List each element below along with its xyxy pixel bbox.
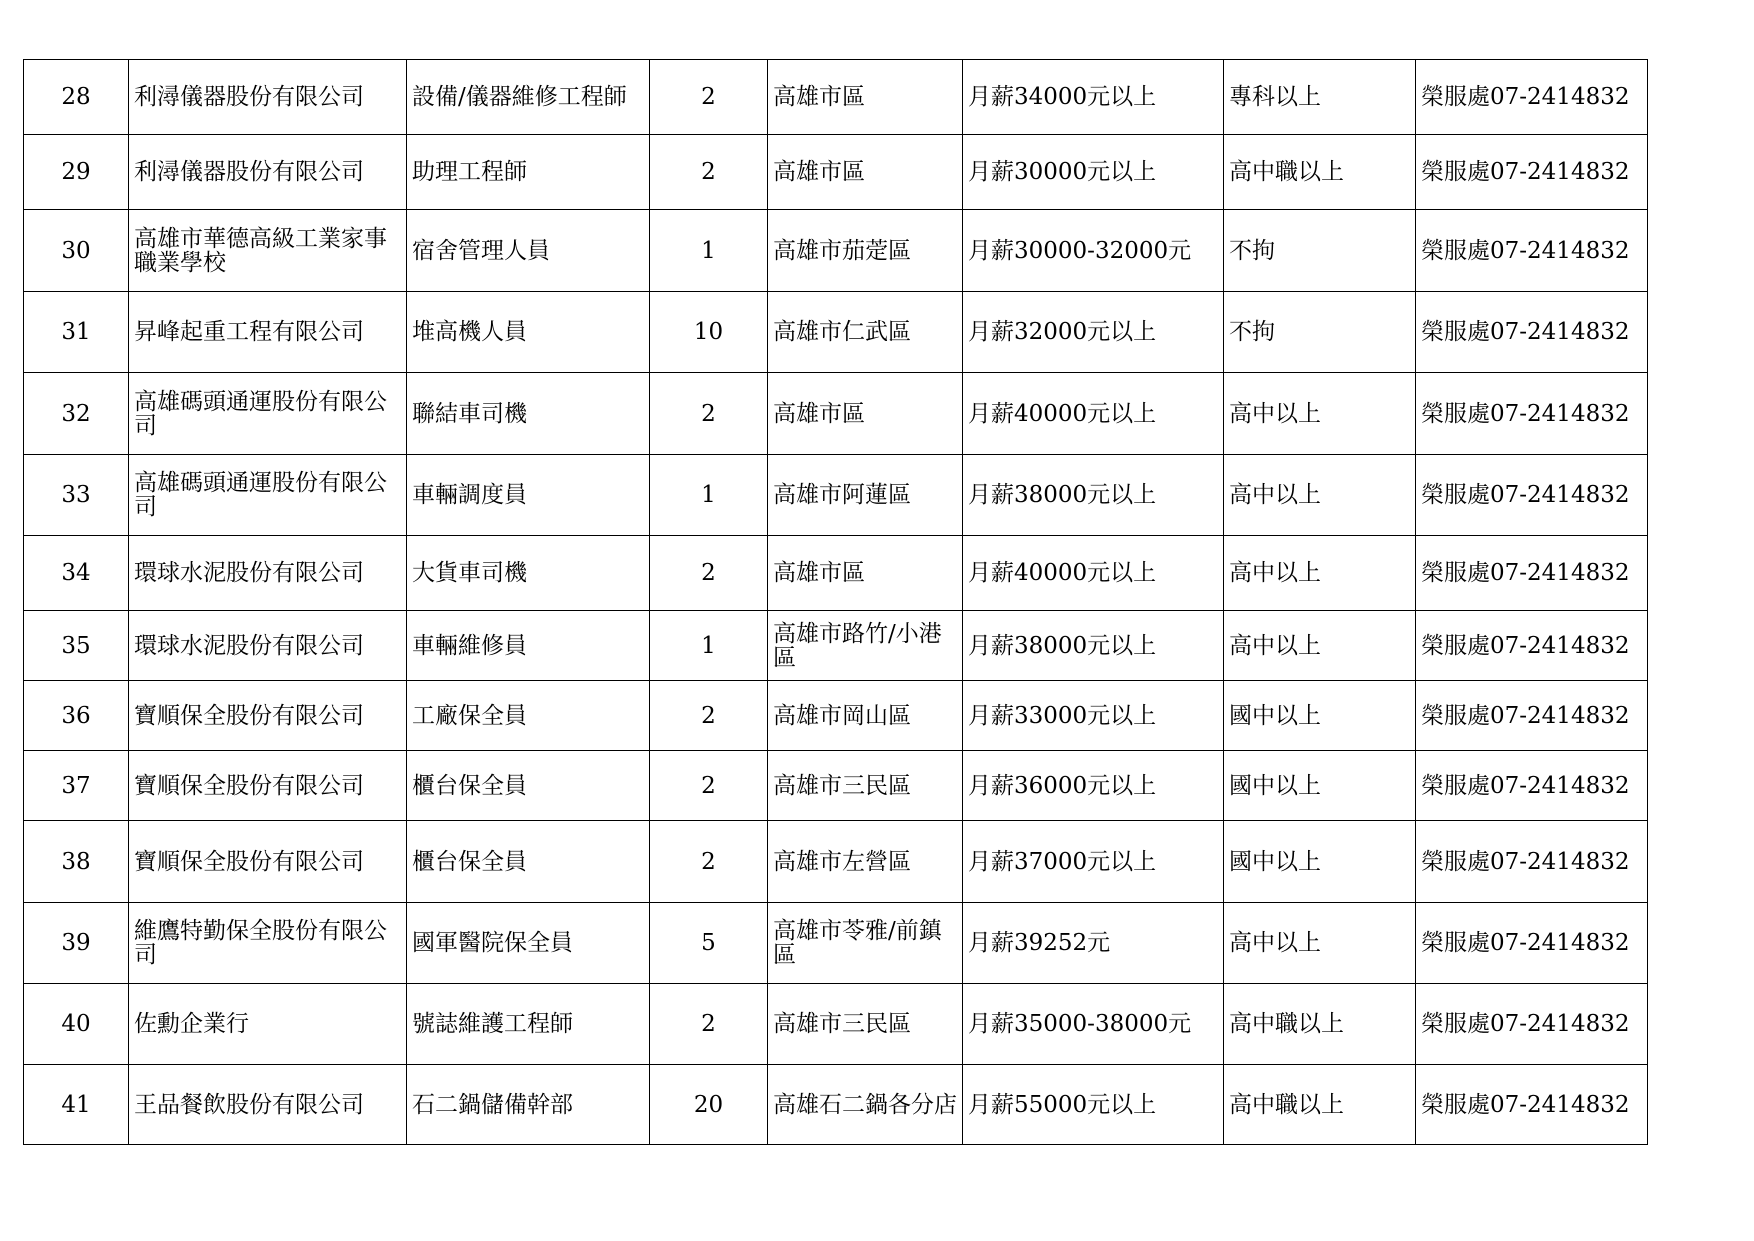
education-requirement: 國中以上 xyxy=(1224,681,1416,751)
contact-info: 榮服處07-2414832 xyxy=(1416,210,1648,292)
education-requirement: 專科以上 xyxy=(1224,60,1416,135)
company-name: 高雄市華德高級工業家事職業學校 xyxy=(129,210,407,292)
job-position: 車輛維修員 xyxy=(407,611,650,681)
table-row xyxy=(24,1065,1648,1145)
salary: 月薪40000元以上 xyxy=(963,536,1224,611)
company-name: 利潯儀器股份有限公司 xyxy=(129,60,407,135)
company-name: 高雄碼頭通運股份有限公司 xyxy=(129,455,407,536)
work-location: 高雄市三民區 xyxy=(768,984,963,1065)
job-position: 櫃台保全員 xyxy=(407,751,650,821)
row-number: 39 xyxy=(24,903,129,984)
openings-count: 2 xyxy=(650,751,768,821)
job-table-body xyxy=(24,60,1648,1145)
work-location: 高雄市路竹/小港區 xyxy=(768,611,963,681)
job-position: 工廠保全員 xyxy=(407,681,650,751)
company-name: 寶順保全股份有限公司 xyxy=(129,681,407,751)
job-position: 設備/儀器維修工程師 xyxy=(407,60,650,135)
education-requirement: 高中職以上 xyxy=(1224,1065,1416,1145)
table-row xyxy=(24,292,1648,373)
table-row xyxy=(24,681,1648,751)
row-number: 34 xyxy=(24,536,129,611)
work-location: 高雄市區 xyxy=(768,135,963,210)
row-number: 41 xyxy=(24,1065,129,1145)
company-name: 環球水泥股份有限公司 xyxy=(129,611,407,681)
company-name: 寶順保全股份有限公司 xyxy=(129,751,407,821)
openings-count: 5 xyxy=(650,903,768,984)
company-name: 維鷹特勤保全股份有限公司 xyxy=(129,903,407,984)
contact-info: 榮服處07-2414832 xyxy=(1416,536,1648,611)
education-requirement: 高中以上 xyxy=(1224,536,1416,611)
salary: 月薪35000-38000元 xyxy=(963,984,1224,1065)
salary: 月薪38000元以上 xyxy=(963,455,1224,536)
work-location: 高雄市左營區 xyxy=(768,821,963,903)
contact-info: 榮服處07-2414832 xyxy=(1416,135,1648,210)
contact-info: 榮服處07-2414832 xyxy=(1416,681,1648,751)
salary: 月薪33000元以上 xyxy=(963,681,1224,751)
contact-info: 榮服處07-2414832 xyxy=(1416,903,1648,984)
openings-count: 2 xyxy=(650,821,768,903)
education-requirement: 國中以上 xyxy=(1224,751,1416,821)
work-location: 高雄市苓雅/前鎮區 xyxy=(768,903,963,984)
salary: 月薪32000元以上 xyxy=(963,292,1224,373)
contact-info: 榮服處07-2414832 xyxy=(1416,984,1648,1065)
table-row xyxy=(24,903,1648,984)
work-location: 高雄市仁武區 xyxy=(768,292,963,373)
education-requirement: 不拘 xyxy=(1224,292,1416,373)
contact-info: 榮服處07-2414832 xyxy=(1416,60,1648,135)
table-row xyxy=(24,60,1648,135)
job-position: 號誌維護工程師 xyxy=(407,984,650,1065)
job-position: 櫃台保全員 xyxy=(407,821,650,903)
table-row xyxy=(24,536,1648,611)
contact-info: 榮服處07-2414832 xyxy=(1416,821,1648,903)
company-name: 利潯儀器股份有限公司 xyxy=(129,135,407,210)
row-number: 35 xyxy=(24,611,129,681)
table-row xyxy=(24,984,1648,1065)
company-name: 寶順保全股份有限公司 xyxy=(129,821,407,903)
education-requirement: 高中以上 xyxy=(1224,611,1416,681)
table-row xyxy=(24,373,1648,455)
education-requirement: 高中以上 xyxy=(1224,373,1416,455)
contact-info: 榮服處07-2414832 xyxy=(1416,292,1648,373)
work-location: 高雄市茄萣區 xyxy=(768,210,963,292)
row-number: 30 xyxy=(24,210,129,292)
contact-info: 榮服處07-2414832 xyxy=(1416,751,1648,821)
openings-count: 2 xyxy=(650,536,768,611)
company-name: 環球水泥股份有限公司 xyxy=(129,536,407,611)
job-listing-table xyxy=(23,59,1648,1145)
job-position: 聯結車司機 xyxy=(407,373,650,455)
openings-count: 2 xyxy=(650,135,768,210)
contact-info: 榮服處07-2414832 xyxy=(1416,455,1648,536)
row-number: 37 xyxy=(24,751,129,821)
openings-count: 10 xyxy=(650,292,768,373)
table-row xyxy=(24,135,1648,210)
education-requirement: 國中以上 xyxy=(1224,821,1416,903)
education-requirement: 高中職以上 xyxy=(1224,135,1416,210)
work-location: 高雄市區 xyxy=(768,373,963,455)
openings-count: 2 xyxy=(650,681,768,751)
salary: 月薪34000元以上 xyxy=(963,60,1224,135)
salary: 月薪40000元以上 xyxy=(963,373,1224,455)
work-location: 高雄市三民區 xyxy=(768,751,963,821)
openings-count: 2 xyxy=(650,984,768,1065)
row-number: 32 xyxy=(24,373,129,455)
company-name: 昇峰起重工程有限公司 xyxy=(129,292,407,373)
row-number: 28 xyxy=(24,60,129,135)
table-row xyxy=(24,210,1648,292)
table-row xyxy=(24,751,1648,821)
row-number: 36 xyxy=(24,681,129,751)
openings-count: 2 xyxy=(650,60,768,135)
salary: 月薪36000元以上 xyxy=(963,751,1224,821)
job-position: 國軍醫院保全員 xyxy=(407,903,650,984)
openings-count: 1 xyxy=(650,210,768,292)
company-name: 王品餐飲股份有限公司 xyxy=(129,1065,407,1145)
row-number: 38 xyxy=(24,821,129,903)
company-name: 高雄碼頭通運股份有限公司 xyxy=(129,373,407,455)
table-row xyxy=(24,611,1648,681)
salary: 月薪39252元 xyxy=(963,903,1224,984)
work-location: 高雄市區 xyxy=(768,60,963,135)
education-requirement: 高中以上 xyxy=(1224,455,1416,536)
contact-info: 榮服處07-2414832 xyxy=(1416,373,1648,455)
row-number: 40 xyxy=(24,984,129,1065)
contact-info: 榮服處07-2414832 xyxy=(1416,611,1648,681)
salary: 月薪37000元以上 xyxy=(963,821,1224,903)
work-location: 高雄市區 xyxy=(768,536,963,611)
education-requirement: 高中職以上 xyxy=(1224,984,1416,1065)
row-number: 33 xyxy=(24,455,129,536)
openings-count: 1 xyxy=(650,455,768,536)
row-number: 29 xyxy=(24,135,129,210)
job-position: 助理工程師 xyxy=(407,135,650,210)
table-row xyxy=(24,455,1648,536)
work-location: 高雄石二鍋各分店 xyxy=(768,1065,963,1145)
company-name: 佐勳企業行 xyxy=(129,984,407,1065)
row-number: 31 xyxy=(24,292,129,373)
job-position: 大貨車司機 xyxy=(407,536,650,611)
job-position: 石二鍋儲備幹部 xyxy=(407,1065,650,1145)
salary: 月薪55000元以上 xyxy=(963,1065,1224,1145)
work-location: 高雄市阿蓮區 xyxy=(768,455,963,536)
openings-count: 2 xyxy=(650,373,768,455)
job-position: 宿舍管理人員 xyxy=(407,210,650,292)
work-location: 高雄市岡山區 xyxy=(768,681,963,751)
salary: 月薪30000-32000元 xyxy=(963,210,1224,292)
job-position: 堆高機人員 xyxy=(407,292,650,373)
openings-count: 1 xyxy=(650,611,768,681)
salary: 月薪38000元以上 xyxy=(963,611,1224,681)
education-requirement: 高中以上 xyxy=(1224,903,1416,984)
education-requirement: 不拘 xyxy=(1224,210,1416,292)
openings-count: 20 xyxy=(650,1065,768,1145)
salary: 月薪30000元以上 xyxy=(963,135,1224,210)
contact-info: 榮服處07-2414832 xyxy=(1416,1065,1648,1145)
job-position: 車輛調度員 xyxy=(407,455,650,536)
table-row xyxy=(24,821,1648,903)
